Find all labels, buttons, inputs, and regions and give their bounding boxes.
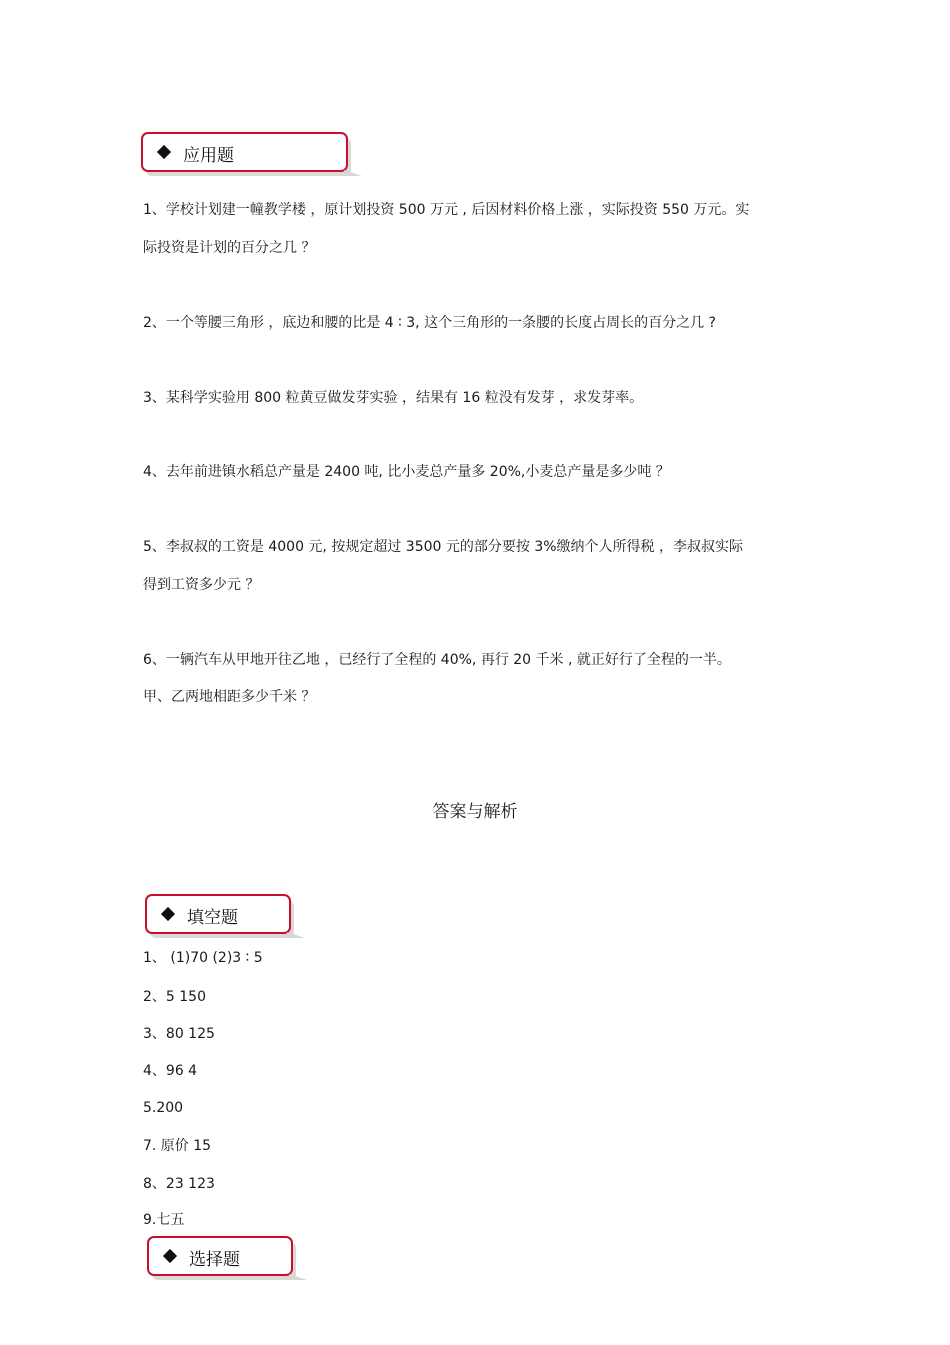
section-title: 选择题 — [189, 1250, 240, 1270]
section-title: 应用题 — [183, 146, 234, 166]
answer-8: 8、23 123 — [143, 1176, 215, 1192]
header-shadow-tail — [289, 1274, 307, 1280]
header-shadow-tail — [344, 170, 362, 176]
problem-6-line-1: 6、一辆汽车从甲地开往乙地 ，已经行了全程的 40%, 再行 20 千米 , 就正好行了全程的一半。 — [143, 652, 731, 668]
problem-4: 4、去年前进镇水稻总产量是 2400 吨, 比小麦总产量多 20%,小麦总产量是多少吨 ？ — [143, 464, 670, 480]
section-title: 填空题 — [187, 908, 238, 928]
answer-5: 5.200 — [143, 1100, 184, 1116]
section-header-fill — [145, 894, 291, 934]
problem-5-line-2: 得到工资多少元 ？ — [143, 577, 260, 593]
answer-1: 1、 (1)70 (2)3 ∶ 5 — [143, 950, 263, 966]
section-header-choice — [147, 1236, 293, 1276]
diamond-bullet-icon — [163, 1249, 177, 1263]
answer-7: 7. 原价 15 — [143, 1138, 212, 1154]
section-header-applied — [141, 132, 348, 172]
problem-1-line-2: 际投资是计划的百分之几 ？ — [143, 240, 316, 256]
answer-9: 9.七五 — [143, 1212, 185, 1228]
answer-4: 4、96 4 — [143, 1063, 198, 1079]
header-shadow-tail — [287, 932, 305, 938]
problem-6-line-2: 甲、乙两地相距多少千米 ？ — [143, 689, 316, 705]
answer-3: 3、80 125 — [143, 1026, 215, 1042]
diamond-bullet-icon — [161, 907, 175, 921]
problem-1-line-1: 1、学校计划建一幢教学楼 ，原计划投资 500 万元 , 后因材料价格上涨 ，实际投资 550 万元。实 — [143, 202, 750, 218]
diamond-bullet-icon — [157, 145, 171, 159]
problem-5-line-1: 5、李叔叔的工资是 4000 元, 按规定超过 3500 元的部分要按 3%缴纳个人所得税 ，李叔叔实际 — [143, 539, 743, 555]
answers-title: 答案与解析 — [432, 802, 518, 822]
answer-2: 2、5 150 — [143, 989, 206, 1005]
problem-3: 3、某科学实验用 800 粒黄豆做发芽实验 ，结果有 16 粒没有发芽 ，求发芽率。 — [143, 390, 644, 406]
problem-2: 2、一个等腰三角形 ，底边和腰的比是 4 ∶ 3, 这个三角形的一条腰的长度占周长的百分之几 ? — [143, 315, 716, 331]
